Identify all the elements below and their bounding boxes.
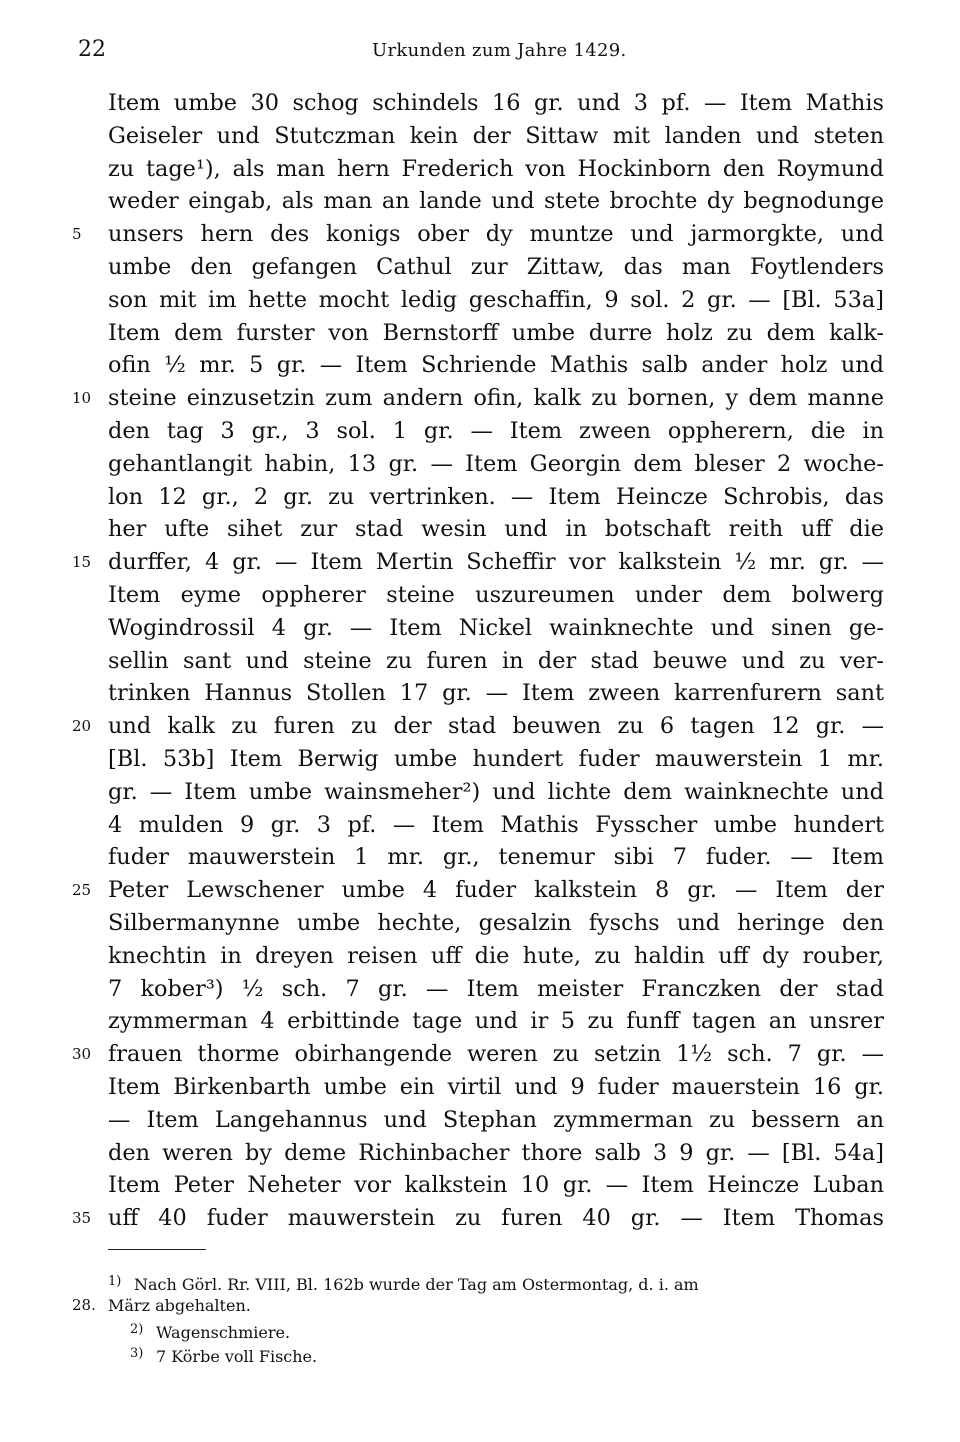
text-line: Geiseler und Stutczman kein der Sittaw mit landen und steten: [108, 122, 884, 149]
text-line: Silbermanynne umbe hechte, gesalzin fyschs und heringe den: [108, 910, 884, 936]
running-head: Urkunden zum Jahre 1429.: [372, 40, 627, 61]
text-line: uff 40 fuder mauwerstein zu furen 40 gr. — Item Thomas: [108, 1205, 884, 1232]
footnote: [130, 1319, 906, 1343]
text-line: lon 12 gr., 2 gr. zu vertrinken. — Item Heincze Schrobis, das: [108, 483, 884, 510]
text-line: [Bl. 53b] Item Berwig umbe hundert fuder mauwerstein 1 mr.: [108, 746, 884, 772]
line-number: 20: [72, 717, 92, 736]
text-line: den tag 3 gr., 3 sol. 1 gr. — Item zween oppherern, die in: [108, 418, 884, 444]
text-line: durffer, 4 gr. — Item Mertin Scheffir vor kalkstein ½ mr. gr. —: [108, 549, 884, 576]
footnote-continuation: März abgehalten.: [108, 1296, 251, 1315]
text-line: zu tage¹), als man hern Frederich von Hockinborn den Roymund: [108, 155, 884, 182]
page-number: 22: [78, 37, 106, 62]
footnote-marker: 2): [130, 1322, 144, 1337]
line-number: 25: [72, 881, 92, 900]
footnote: [130, 1343, 906, 1367]
text-line: Peter Lewschener umbe 4 fuder kalkstein 8 gr. — Item der: [108, 877, 884, 904]
line-number: 35: [72, 1209, 92, 1228]
text-line: umbe den gefangen Cathul zur Zittaw, das man Foytlenders: [108, 254, 884, 280]
text-line: Item dem furster von Bernstorff umbe durre holz zu dem kalk-: [108, 319, 884, 346]
footnote-line-number: 28.: [72, 1296, 96, 1314]
footnote: [108, 1271, 884, 1295]
footnote-text: Nach Görl. Rr. VIII, Bl. 162b wurde der Tag am Ostermontag, d. i. am: [134, 1275, 699, 1294]
footnote-text: 7 Körbe voll Fische.: [156, 1347, 318, 1366]
text-line: her ufte sihet zur stad wesin und in botschaft reith uff die: [108, 516, 884, 543]
text-line: knechtin in dreyen reisen uff die hute, zu haldin uff dy rouber,: [108, 942, 884, 969]
text-line: ofin ½ mr. 5 gr. — Item Schriende Mathis salb ander holz und: [108, 352, 884, 379]
text-line: Item Peter Neheter vor kalkstein 10 gr. — Item Heincze Luban: [108, 1172, 884, 1199]
text-line: fuder mauwerstein 1 mr. gr., tenemur sibi 7 fuder. — Item: [108, 844, 884, 871]
text-line: frauen thorme obirhangende weren zu setzin 1½ sch. 7 gr. —: [108, 1041, 884, 1068]
text-line: 7 kober³) ½ sch. 7 gr. — Item meister Franczken der stad: [108, 975, 884, 1002]
footnote-rule: [108, 1249, 206, 1250]
text-line: gehantlangit habin, 13 gr. — Item Georgin dem bleser 2 woche-: [108, 450, 884, 477]
text-line: gr. — Item umbe wainsmeher²) und lichte dem wainknechte und: [108, 778, 884, 805]
line-number: 15: [72, 553, 92, 572]
text-line: 4 mulden 9 gr. 3 pf. — Item Mathis Fysscher umbe hundert: [108, 811, 884, 838]
text-line: — Item Langehannus und Stephan zymmerman zu bessern an: [108, 1106, 884, 1133]
footnote-marker: 3): [130, 1346, 144, 1361]
footnote-marker: 1): [108, 1274, 122, 1289]
footnote-text: Wagenschmiere.: [156, 1323, 291, 1342]
text-line: steine einzusetzin zum andern ofin, kalk zu bornen, y dem manne: [108, 385, 884, 412]
text-line: Item umbe 30 schog schindels 16 gr. und 3 pf. — Item Mathis: [108, 90, 884, 116]
text-line: weder eingab, als man an lande und stete brochte dy begnodunge: [108, 188, 884, 215]
text-line: zymmerman 4 erbittinde tage und ir 5 zu funff tagen an unsrer: [108, 1008, 884, 1035]
text-line: den weren by deme Richinbacher thore salb 3 9 gr. — [Bl. 54a]: [108, 1139, 884, 1166]
line-number: 5: [72, 225, 82, 244]
text-line: Item eyme oppherer steine uszureumen under dem bolwerg: [108, 582, 884, 608]
line-number: 30: [72, 1045, 92, 1064]
text-line: Wogindrossil 4 gr. — Item Nickel wainknechte und sinen ge-: [108, 614, 884, 641]
text-line: und kalk zu furen zu der stad beuwen zu 6 tagen 12 gr. —: [108, 713, 884, 740]
text-line: son mit im hette mocht ledig geschaffin, 9 sol. 2 gr. — [Bl. 53a]: [108, 286, 884, 313]
line-number: 10: [72, 389, 92, 408]
text-line: sellin sant und steine zu furen in der stad beuwe und zu ver-: [108, 647, 884, 674]
text-line: trinken Hannus Stollen 17 gr. — Item zween karrenfurern sant: [108, 680, 884, 707]
text-line: Item Birkenbarth umbe ein virtil und 9 fuder mauerstein 16 gr.: [108, 1074, 884, 1100]
text-line: unsers hern des konigs ober dy muntze und jarmorgkte, und: [108, 221, 884, 248]
